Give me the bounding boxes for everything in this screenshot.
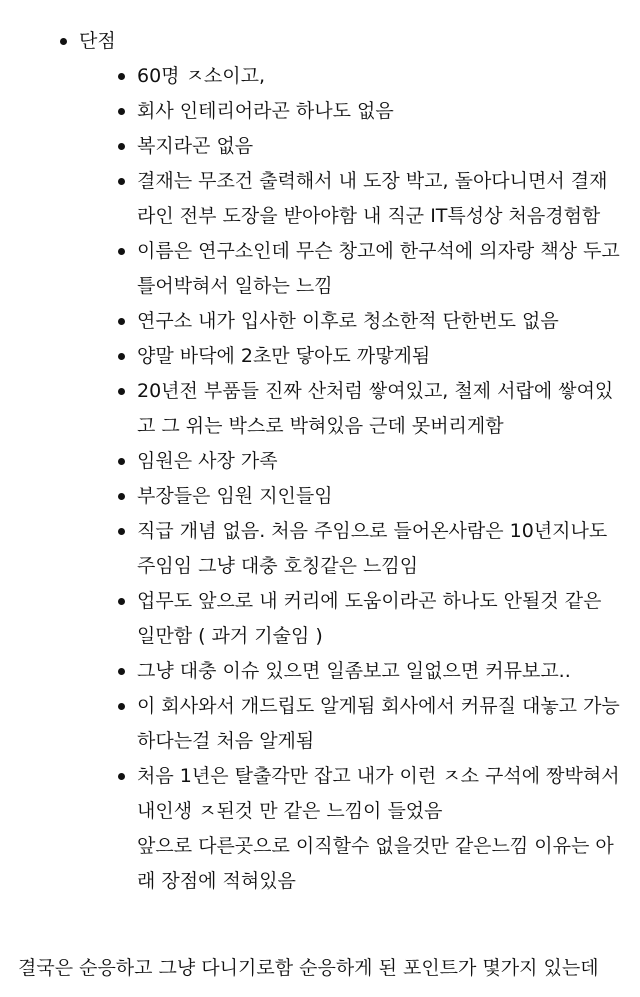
bullet-icon bbox=[118, 388, 125, 395]
bullet-icon bbox=[118, 353, 125, 360]
list-item-text: 연구소 내가 입사한 이후로 청소한적 단한번도 없음 bbox=[137, 310, 559, 332]
list-item-text: 래 장점에 적혀있음 bbox=[137, 870, 296, 892]
list-item-text: 이 회사와서 개드립도 알게됨 회사에서 커뮤질 대놓고 가능 bbox=[137, 695, 620, 717]
bullet-icon bbox=[118, 703, 125, 710]
bullet-icon bbox=[118, 143, 125, 150]
bullet-icon bbox=[118, 73, 125, 80]
section-label: 단점 bbox=[79, 30, 116, 52]
bullet-icon bbox=[118, 598, 125, 605]
list-item-text: 직급 개념 없음. 처음 주임으로 들어온사람은 10년지나도 bbox=[137, 520, 608, 542]
list-item-text: 일만함 ( 과거 기술임 ) bbox=[137, 625, 323, 647]
list-item-text: 복지라곤 없음 bbox=[137, 135, 254, 157]
footer-paragraph: 결국은 순응하고 그냥 다니기로함 순응하게 된 포인트가 몇가지 있는데 bbox=[18, 957, 599, 979]
list-item-text: 결재는 무조건 출력해서 내 도장 박고, 돌아다니면서 결재 bbox=[137, 170, 608, 192]
list-item-text: 주임임 그냥 대충 호칭같은 느낌임 bbox=[137, 555, 419, 577]
bullet-icon bbox=[118, 108, 125, 115]
list-item-text: 내인생 ㅈ된것 만 같은 느낌이 들었음 bbox=[137, 800, 443, 822]
bullet-icon bbox=[118, 458, 125, 465]
bullet-icon bbox=[118, 318, 125, 325]
list-item-text: 회사 인테리어라곤 하나도 없음 bbox=[137, 100, 394, 122]
list-item-text: 고 그 위는 박스로 박혀있음 근데 못버리게함 bbox=[137, 415, 504, 437]
bullet-icon bbox=[118, 178, 125, 185]
list-item-text: 라인 전부 도장을 받아야함 내 직군 IT특성상 처음경험함 bbox=[137, 205, 601, 227]
bullet-icon bbox=[118, 668, 125, 675]
bullet-icon bbox=[118, 773, 125, 780]
bullet-icon bbox=[60, 38, 67, 45]
bullet-icon bbox=[118, 248, 125, 255]
list-item-text: 업무도 앞으로 내 커리에 도움이라곤 하나도 안될것 같은 bbox=[137, 590, 602, 612]
bullet-icon bbox=[118, 528, 125, 535]
list-item-text: 앞으로 다른곳으로 이직할수 없을것만 같은느낌 이유는 아 bbox=[137, 835, 614, 857]
list-item-text: 틀어박혀서 일하는 느낌 bbox=[137, 275, 333, 297]
list-item-text: 60명 ㅈ소이고, bbox=[137, 65, 266, 87]
list-item-text: 그냥 대충 이슈 있으면 일좀보고 일없으면 커뮤보고.. bbox=[137, 660, 571, 682]
list-item-text: 양말 바닥에 2초만 닿아도 까맣게됨 bbox=[137, 345, 431, 367]
list-item-text: 부장들은 임원 지인들임 bbox=[137, 485, 333, 507]
list-item-text: 20년전 부품들 진짜 산처럼 쌓여있고, 철제 서랍에 쌓여있 bbox=[137, 380, 614, 402]
list-item-text: 임원은 사장 가족 bbox=[137, 450, 278, 472]
list-item-text: 하다는걸 처음 알게됨 bbox=[137, 730, 315, 752]
list-item-text: 처음 1년은 탈출각만 잡고 내가 이런 ㅈ소 구석에 짱박혀서 bbox=[137, 765, 620, 787]
bullet-icon bbox=[118, 493, 125, 500]
list-item-text: 이름은 연구소인데 무슨 창고에 한구석에 의자랑 책상 두고 bbox=[137, 240, 620, 262]
